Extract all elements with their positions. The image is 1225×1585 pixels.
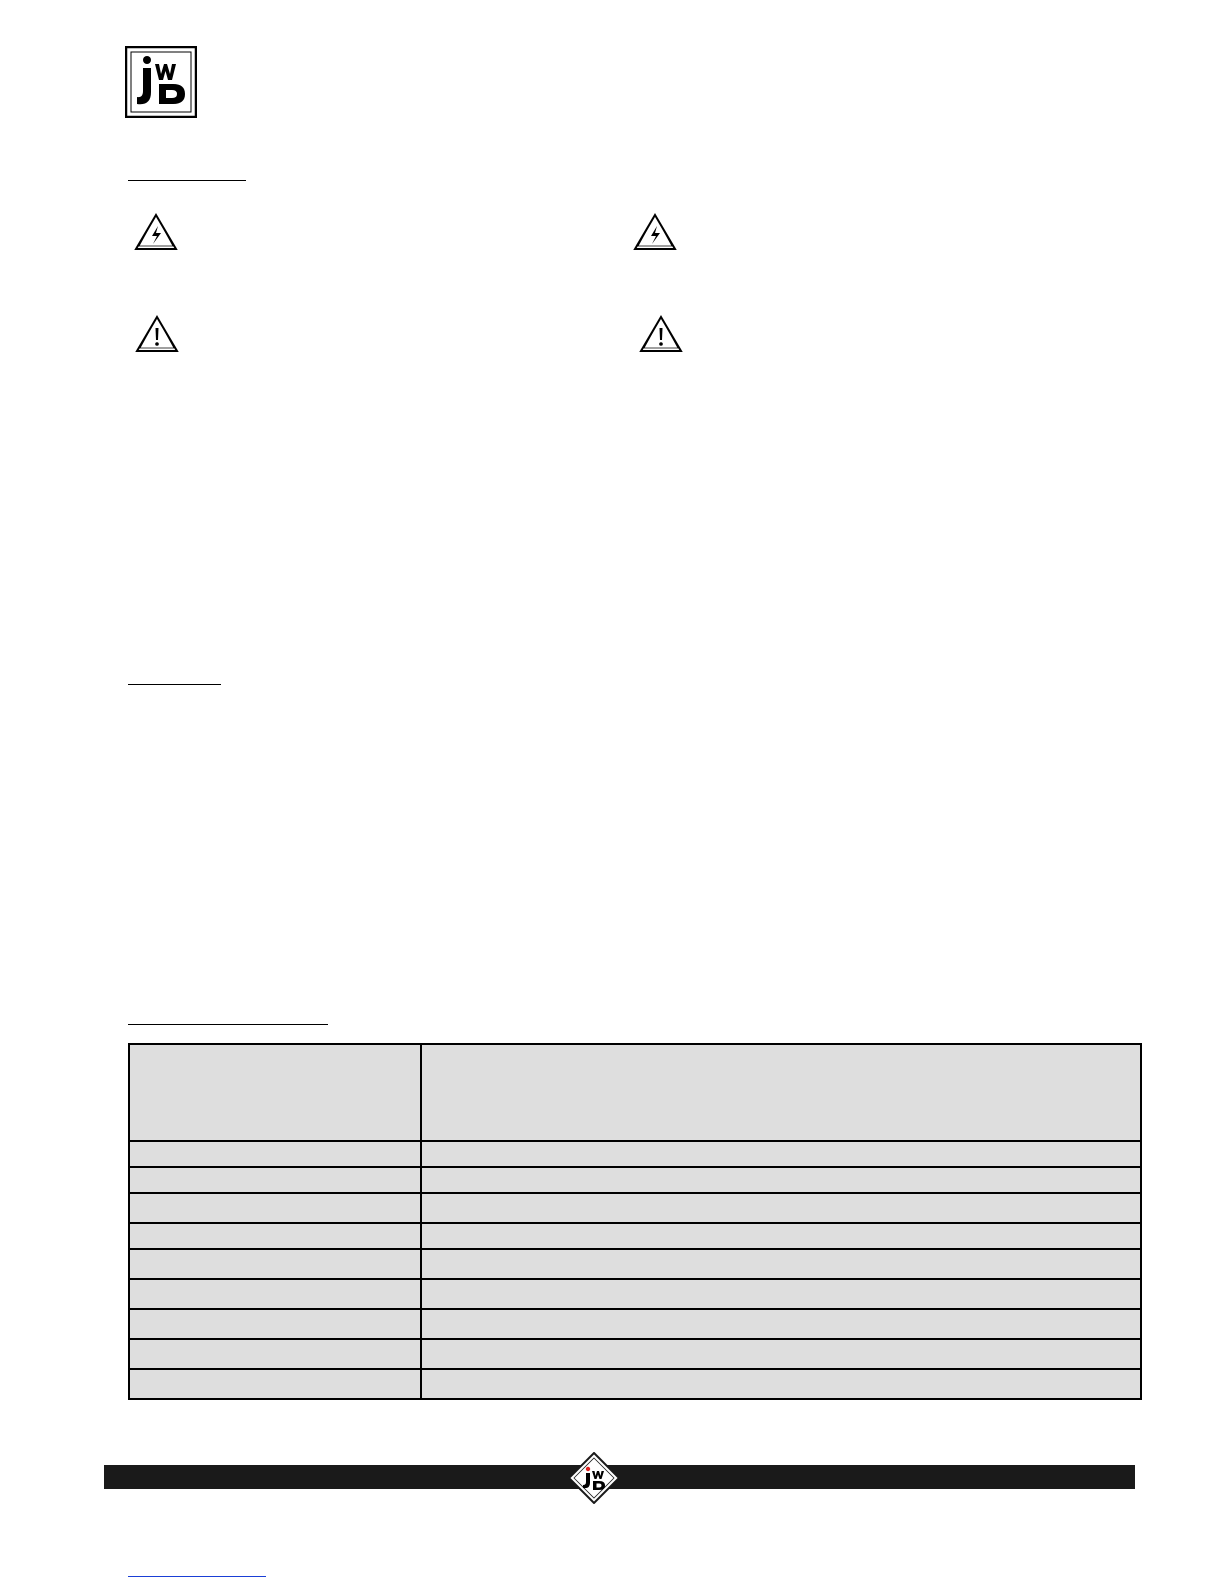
table-cell	[421, 1223, 1141, 1249]
table-cell	[129, 1339, 421, 1369]
electric-shock-warning-icon	[134, 213, 178, 251]
table-cell	[129, 1141, 421, 1167]
table-cell	[129, 1369, 421, 1399]
table-row	[129, 1223, 1141, 1249]
table-row	[129, 1249, 1141, 1279]
table-header-row	[129, 1044, 1141, 1141]
table-row	[129, 1309, 1141, 1339]
jwd-diamond-logo-icon	[568, 1452, 620, 1504]
table-cell	[129, 1249, 421, 1279]
table-cell	[421, 1339, 1141, 1369]
specifications-heading-underline	[128, 1024, 328, 1025]
introduction-heading-underline	[128, 684, 221, 685]
table-cell	[129, 1044, 421, 1141]
table-row	[129, 1141, 1141, 1167]
table-cell	[421, 1309, 1141, 1339]
table-cell	[129, 1223, 421, 1249]
table-cell	[421, 1141, 1141, 1167]
table-cell	[129, 1167, 421, 1193]
table-cell	[421, 1279, 1141, 1309]
table-cell	[129, 1193, 421, 1223]
safety-heading-underline	[128, 180, 246, 181]
table-cell	[421, 1044, 1141, 1141]
table-row	[129, 1167, 1141, 1193]
table-cell	[421, 1369, 1141, 1399]
table-cell	[421, 1249, 1141, 1279]
table-row	[129, 1369, 1141, 1399]
footer-website-link[interactable]	[128, 1558, 266, 1577]
electric-shock-warning-icon	[633, 213, 677, 251]
exclamation-warning-icon	[135, 315, 179, 353]
table-row	[129, 1339, 1141, 1369]
table-row	[129, 1279, 1141, 1309]
exclamation-warning-icon	[639, 315, 683, 353]
table-cell	[129, 1279, 421, 1309]
table-cell	[421, 1193, 1141, 1223]
jwd-logo-icon	[125, 46, 197, 118]
table-cell	[129, 1309, 421, 1339]
specifications-table	[128, 1043, 1142, 1400]
table-cell	[421, 1167, 1141, 1193]
table-row	[129, 1193, 1141, 1223]
